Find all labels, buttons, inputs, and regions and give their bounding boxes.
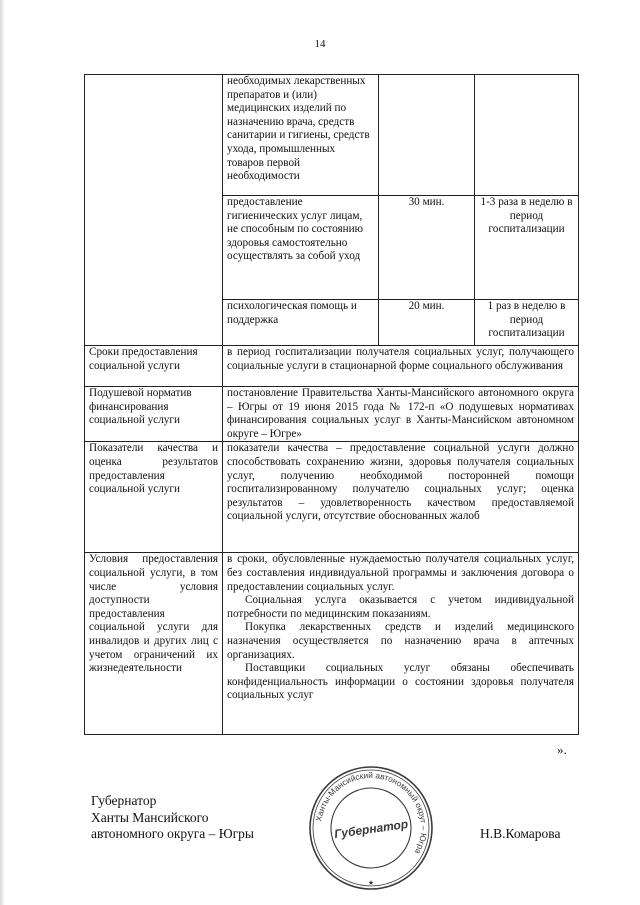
conditions-label-cell: Условия предоставления социальной услуги, в том числе условия доступности предоставления социальной услуги для инвалидов и других лиц с учетом ограничений их жизнедеятельности	[85, 553, 223, 735]
table-row-conditions	[85, 553, 579, 735]
scan-margin-shadow	[0, 0, 5, 905]
signature-title-line-1: Губернатор	[91, 793, 157, 808]
closing-quote: ».	[557, 742, 567, 757]
seal-outer-text: Ханты-Мансийский автономный округ – Югра	[313, 769, 430, 856]
table-row-period	[85, 346, 579, 387]
norm-label-cell: Подушевой норматив финансирования социальной услуги	[85, 387, 223, 442]
hygiene-service-cell: предоставление гигиенических услуг лицам, не способным по состоянию здоровья самостоятельно осуществлять за собой уход	[223, 196, 379, 300]
signature-title-line-3: автономного округа – Югры	[91, 826, 254, 841]
norm-value-cell: постановление Правительства Ханты-Мансийского автономного округа – Югры от 19 июня 2015 года № 172-п «О подушевых нормативах финансирования социальных услуг в Ханты-Мансийском автономном округе – Югре»	[223, 387, 579, 442]
conditions-value-cell	[223, 553, 579, 735]
signature-title-line-2: Ханты Мансийского	[91, 809, 209, 825]
table-row-continuation	[85, 75, 579, 196]
period-label-cell: Сроки предоставления социальной услуги	[85, 346, 223, 387]
table-row-quality	[85, 442, 579, 553]
period-value-cell: в период госпитализации получателя социальных услуг, получающего социальные услуги в стационарной форме социального обслуживания	[223, 346, 579, 387]
psych-time-cell: 20 мин.	[379, 300, 475, 346]
signature-title-block	[91, 793, 254, 843]
seal-center-text: Губернатор	[333, 816, 409, 842]
table-row-norm	[85, 387, 579, 442]
quality-value-cell: показатели качества – предоставление социальной услуги должно способствовать сохранению жизни, здоровья получателя социальных услуг, получению необходимой посторонней помощи госпитализированному получателю социальных услуг; оценка результатов – удовлетворенность качеством предоставляемой социальной услуги, отсутствие обоснованных жалоб	[223, 442, 579, 553]
signatory-name: Н.В.Комарова	[480, 826, 561, 841]
service-continuation-cell: необходимых лекарственных препаратов и (или) медицинских изделий по назначению врача, средств санитарии и гигиены, средств ухода, промышленных товаров первой необходимости	[223, 75, 379, 196]
official-seal	[306, 763, 436, 893]
social-service-standard-table	[84, 74, 579, 735]
quality-label-cell: Показатели качества и оценка результатов предоставления социальной услуги	[85, 442, 223, 553]
hygiene-time-cell: 30 мин.	[379, 196, 475, 300]
conditions-paragraph-2: Социальная услуга оказывается с учетом индивидуальной потребности по медицинским показаниям.	[227, 594, 574, 620]
conditions-paragraph-3: Покупка лекарственных средств и изделий медицинского назначения осуществляется по назначению врача в аптечных организациях.	[227, 621, 574, 661]
conditions-paragraph-4: Поставщики социальных услуг обязаны обеспечивать конфиденциальность информации о состоянии здоровья получателя социальных услуг	[227, 662, 574, 702]
conditions-paragraph-1: в сроки, обусловленные нуждаемостью получателя социальных услуг, без составления индивидуальной программы и заключения договора о предоставлении социальных услуг.	[227, 553, 574, 593]
frequency-cell-empty	[475, 75, 579, 196]
hygiene-frequency-cell: 1-3 раза в неделю в период госпитализации	[475, 196, 579, 300]
seal-star-icon: ★	[367, 879, 375, 887]
time-cell-empty	[379, 75, 475, 196]
psych-service-cell: психологическая помощь и поддержка	[223, 300, 379, 346]
psych-frequency-cell: 1 раз в неделю в период госпитализации	[475, 300, 579, 346]
empty-label-cell	[85, 75, 223, 346]
page-number: 14	[314, 38, 326, 50]
